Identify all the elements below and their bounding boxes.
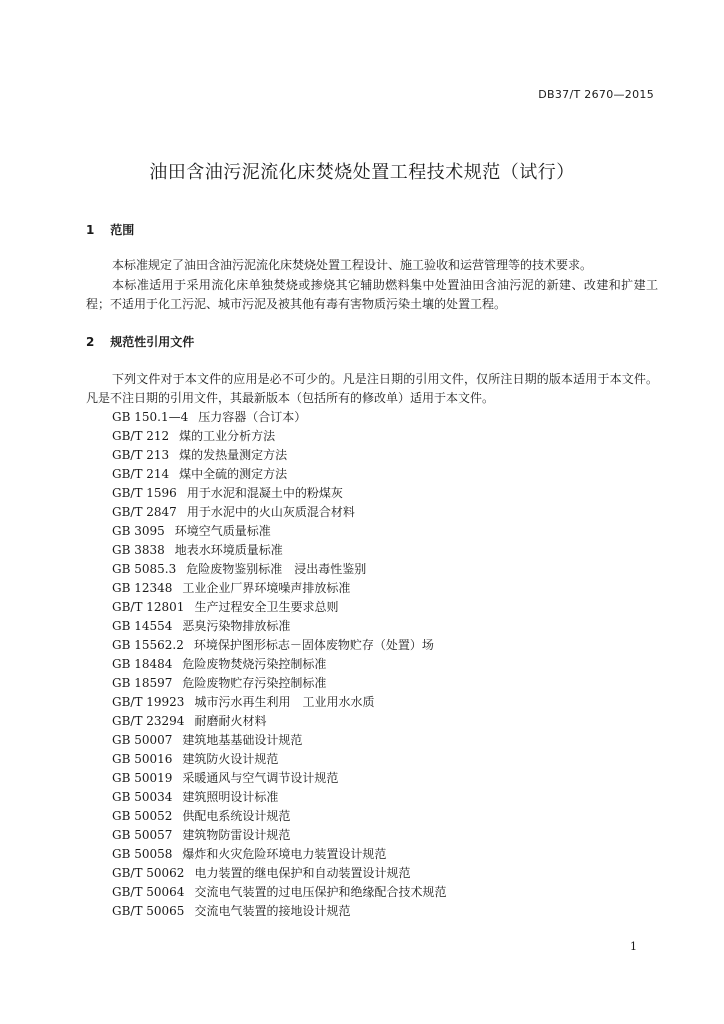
reference-code: GB 3095	[112, 524, 165, 538]
reference-code: GB/T 19923	[112, 695, 185, 709]
reference-title: 压力容器（合订本）	[198, 410, 307, 424]
reference-code: GB/T 214	[112, 467, 170, 481]
reference-item	[112, 598, 446, 617]
reference-item	[112, 636, 446, 655]
reference-code: GB/T 12801	[112, 600, 185, 614]
reference-title: 采暖通风与空气调节设计规范	[182, 771, 339, 785]
reference-code: GB 50016	[112, 752, 173, 766]
scope-paragraph-2: 本标准适用于采用流化床单独焚烧或掺烧其它辅助燃料集中处置油田含油污泥的新建、改建和扩建工程；不适用于化工污泥、城市污泥及被其他有毒有害物质污染土壤的处置工程。	[86, 278, 658, 311]
reference-title: 煤的工业分析方法	[179, 429, 276, 443]
reference-item	[112, 503, 446, 522]
reference-title: 建筑物防雷设计规范	[182, 828, 291, 842]
section-heading-scope	[86, 221, 134, 238]
reference-item	[112, 788, 446, 807]
reference-item	[112, 674, 446, 693]
reference-title: 电力装置的继电保护和自动装置设计规范	[194, 866, 411, 880]
reference-title: 环境空气质量标准	[174, 524, 271, 538]
reference-title: 用于水泥中的火山灰质混合材料	[186, 505, 355, 519]
reference-code: GB/T 23294	[112, 714, 185, 728]
reference-title: 煤中全硫的测定方法	[179, 467, 288, 481]
reference-title: 环境保护图形标志－固体废物贮存（处置）场	[193, 638, 434, 652]
reference-title: 交流电气装置的过电压保护和绝缘配合技术规范	[194, 885, 447, 899]
reference-title: 工业企业厂界环境噪声排放标准	[182, 581, 351, 595]
section-number: 2	[86, 335, 95, 349]
reference-code: GB 50007	[112, 733, 173, 747]
reference-item	[112, 731, 446, 750]
page-number: 1	[630, 940, 637, 953]
reference-title: 煤的发热量测定方法	[179, 448, 288, 462]
reference-title: 恶臭污染物排放标准	[182, 619, 291, 633]
reference-code: GB 50034	[112, 790, 173, 804]
reference-title: 地表水环境质量标准	[174, 543, 283, 557]
scope-paragraph-1: 本标准规定了油田含油污泥流化床焚烧处置工程设计、施工验收和运营管理等的技术要求。	[112, 258, 593, 272]
reference-title: 用于水泥和混凝土中的粉煤灰	[186, 486, 343, 500]
reference-item	[112, 408, 446, 427]
reference-item	[112, 807, 446, 826]
reference-item	[112, 655, 446, 674]
reference-code: GB 14554	[112, 619, 173, 633]
references-intro-paragraph: 下列文件对于本文件的应用是必不可少的。凡是注日期的引用文件，仅所注日期的版本适用于本文件。凡是不注日期的引用文件，其最新版本（包括所有的修改单）适用于本文件。	[86, 372, 658, 405]
reference-code: GB/T 50062	[112, 866, 185, 880]
reference-item	[112, 864, 446, 883]
reference-item	[112, 465, 446, 484]
reference-title: 耐磨耐火材料	[194, 714, 267, 728]
reference-item	[112, 617, 446, 636]
reference-title: 危险废物贮存污染控制标准	[182, 676, 327, 690]
reference-code: GB 50052	[112, 809, 173, 823]
reference-title: 爆炸和火灾危险环境电力装置设计规范	[182, 847, 387, 861]
reference-title: 危险废物焚烧污染控制标准	[182, 657, 327, 671]
reference-title: 交流电气装置的接地设计规范	[194, 904, 351, 918]
reference-item	[112, 712, 446, 731]
reference-item	[112, 750, 446, 769]
reference-code: GB/T 1596	[112, 486, 177, 500]
reference-item	[112, 522, 446, 541]
reference-title: 危险废物鉴别标准 浸出毒性鉴别	[186, 562, 367, 576]
reference-code: GB 50058	[112, 847, 173, 861]
reference-title: 建筑防火设计规范	[182, 752, 279, 766]
reference-code: GB 18597	[112, 676, 173, 690]
section-title: 范围	[110, 223, 135, 237]
reference-code: GB/T 2847	[112, 505, 177, 519]
reference-title: 建筑照明设计标准	[182, 790, 279, 804]
reference-item	[112, 883, 446, 902]
reference-code: GB/T 50065	[112, 904, 185, 918]
reference-code: GB 12348	[112, 581, 173, 595]
document-title: 油田含油污泥流化床焚烧处置工程技术规范（试行）	[149, 162, 575, 183]
reference-code: GB 50019	[112, 771, 173, 785]
standard-code: DB37/T 2670—2015	[538, 88, 654, 101]
section-heading-normative-references	[86, 333, 194, 350]
reference-title: 城市污水再生利用 工业用水水质	[194, 695, 375, 709]
section-number: 1	[86, 223, 95, 237]
reference-list	[112, 408, 446, 921]
reference-code: GB 5085.3	[112, 562, 177, 576]
reference-item	[112, 845, 446, 864]
reference-code: GB 18484	[112, 657, 173, 671]
section-title: 规范性引用文件	[110, 335, 195, 349]
reference-item	[112, 826, 446, 845]
reference-code: GB 3838	[112, 543, 165, 557]
reference-item	[112, 693, 446, 712]
reference-title: 供配电系统设计规范	[182, 809, 291, 823]
reference-title: 生产过程安全卫生要求总则	[194, 600, 339, 614]
reference-code: GB 50057	[112, 828, 173, 842]
reference-code: GB/T 50064	[112, 885, 185, 899]
reference-item	[112, 579, 446, 598]
reference-item	[112, 560, 446, 579]
reference-item	[112, 902, 446, 921]
reference-code: GB/T 212	[112, 429, 170, 443]
reference-item	[112, 769, 446, 788]
reference-code: GB/T 213	[112, 448, 170, 462]
reference-item	[112, 541, 446, 560]
reference-item	[112, 427, 446, 446]
reference-item	[112, 484, 446, 503]
reference-title: 建筑地基基础设计规范	[182, 733, 303, 747]
reference-code: GB 15562.2	[112, 638, 184, 652]
reference-item	[112, 446, 446, 465]
reference-code: GB 150.1—4	[112, 410, 189, 424]
